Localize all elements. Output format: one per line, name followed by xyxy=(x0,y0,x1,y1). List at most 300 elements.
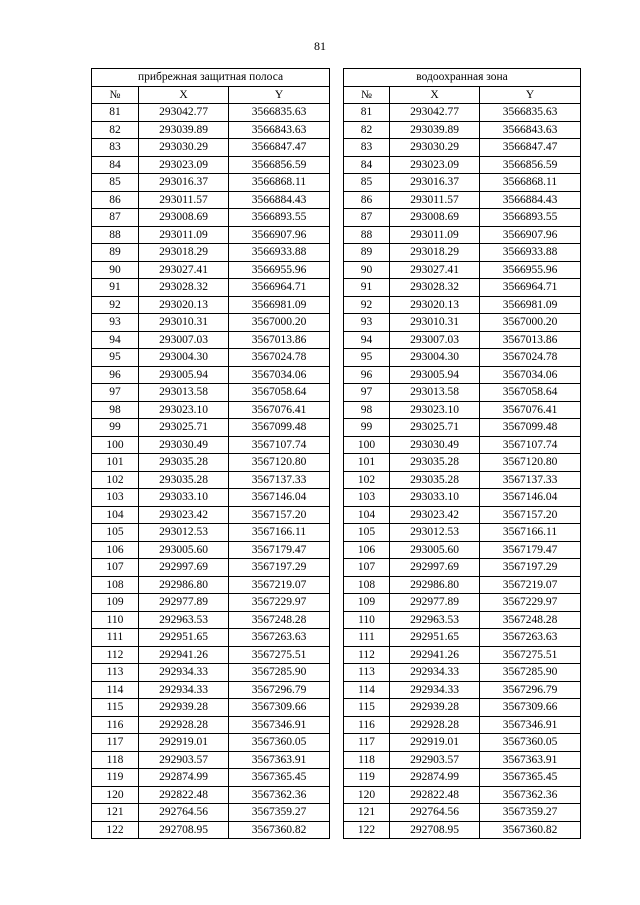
point-number-cell: 105 xyxy=(344,524,390,542)
table-row xyxy=(344,734,581,752)
table-row xyxy=(344,506,581,524)
y-coordinate-cell: 3567219.07 xyxy=(229,576,330,594)
x-coordinate-cell: 293011.57 xyxy=(390,191,480,209)
point-number-cell: 93 xyxy=(344,314,390,332)
table-title: прибрежная защитная полоса xyxy=(92,69,330,87)
table-row xyxy=(344,296,581,314)
table-row xyxy=(92,331,330,349)
point-number-cell: 92 xyxy=(344,296,390,314)
y-coordinate-cell: 3567120.80 xyxy=(480,454,581,472)
table-row xyxy=(92,664,330,682)
water-protection-zone-table xyxy=(343,68,581,839)
coastal-protective-strip-table xyxy=(91,68,330,839)
y-coordinate-cell: 3567360.82 xyxy=(480,821,581,839)
table-row xyxy=(344,279,581,297)
x-coordinate-cell: 292951.65 xyxy=(139,629,229,647)
point-number-cell: 109 xyxy=(344,594,390,612)
x-coordinate-cell: 292934.33 xyxy=(139,681,229,699)
x-coordinate-cell: 293004.30 xyxy=(139,349,229,367)
table-row xyxy=(92,699,330,717)
x-coordinate-cell: 293035.28 xyxy=(139,454,229,472)
table-row xyxy=(92,401,330,419)
x-coordinate-cell: 292928.28 xyxy=(390,716,480,734)
x-coordinate-cell: 292963.53 xyxy=(139,611,229,629)
x-coordinate-cell: 293018.29 xyxy=(390,244,480,262)
x-coordinate-cell: 293005.94 xyxy=(139,366,229,384)
table-row xyxy=(344,576,581,594)
y-coordinate-cell: 3567024.78 xyxy=(480,349,581,367)
point-number-cell: 89 xyxy=(344,244,390,262)
x-coordinate-cell: 293039.89 xyxy=(139,121,229,139)
x-coordinate-cell: 293013.58 xyxy=(390,384,480,402)
y-coordinate-cell: 3566843.63 xyxy=(229,121,330,139)
x-coordinate-cell: 293020.13 xyxy=(139,296,229,314)
point-number-cell: 95 xyxy=(92,349,139,367)
table-row xyxy=(344,559,581,577)
x-coordinate-cell: 292997.69 xyxy=(390,559,480,577)
table-row xyxy=(344,174,581,192)
x-coordinate-cell: 292874.99 xyxy=(139,769,229,787)
table-row xyxy=(344,261,581,279)
point-number-cell: 94 xyxy=(344,331,390,349)
table-row xyxy=(344,681,581,699)
x-coordinate-cell: 293023.10 xyxy=(390,401,480,419)
table-row xyxy=(92,384,330,402)
table-row xyxy=(344,524,581,542)
table-row xyxy=(92,489,330,507)
point-number-cell: 118 xyxy=(92,751,139,769)
y-coordinate-cell: 3567359.27 xyxy=(480,804,581,822)
y-coordinate-cell: 3567263.63 xyxy=(229,629,330,647)
y-coordinate-cell: 3566884.43 xyxy=(480,191,581,209)
table-row xyxy=(92,646,330,664)
y-coordinate-cell: 3567197.29 xyxy=(480,559,581,577)
x-coordinate-cell: 292822.48 xyxy=(139,786,229,804)
point-number-cell: 114 xyxy=(344,681,390,699)
point-number-cell: 103 xyxy=(92,489,139,507)
x-coordinate-cell: 293013.58 xyxy=(139,384,229,402)
point-number-cell: 105 xyxy=(92,524,139,542)
table-row xyxy=(344,716,581,734)
y-coordinate-cell: 3567275.51 xyxy=(229,646,330,664)
y-coordinate-cell: 3566847.47 xyxy=(229,139,330,157)
y-coordinate-cell: 3567359.27 xyxy=(229,804,330,822)
point-number-cell: 104 xyxy=(92,506,139,524)
x-coordinate-cell: 293023.42 xyxy=(390,506,480,524)
table-row xyxy=(92,804,330,822)
table-title-row xyxy=(92,69,330,87)
x-coordinate-cell: 292764.56 xyxy=(139,804,229,822)
table-row xyxy=(344,209,581,227)
y-coordinate-cell: 3567034.06 xyxy=(480,366,581,384)
table-row xyxy=(344,664,581,682)
table-row xyxy=(92,751,330,769)
y-coordinate-cell: 3567363.91 xyxy=(229,751,330,769)
point-number-cell: 81 xyxy=(92,104,139,122)
x-coordinate-cell: 293008.69 xyxy=(390,209,480,227)
point-number-cell: 87 xyxy=(92,209,139,227)
table-row xyxy=(344,244,581,262)
table-row xyxy=(344,121,581,139)
point-number-cell: 110 xyxy=(344,611,390,629)
table-body xyxy=(344,104,581,839)
point-number-cell: 106 xyxy=(344,541,390,559)
x-coordinate-cell: 293030.49 xyxy=(390,436,480,454)
table-row xyxy=(92,524,330,542)
y-coordinate-cell: 3566893.55 xyxy=(480,209,581,227)
table-row xyxy=(92,611,330,629)
y-coordinate-cell: 3567229.97 xyxy=(229,594,330,612)
table-title: водоохранная зона xyxy=(344,69,581,87)
x-coordinate-cell: 292708.95 xyxy=(390,821,480,839)
y-coordinate-cell: 3567263.63 xyxy=(480,629,581,647)
table-row xyxy=(92,559,330,577)
table-row xyxy=(92,174,330,192)
point-number-cell: 100 xyxy=(92,436,139,454)
table-row xyxy=(344,646,581,664)
table-row xyxy=(92,191,330,209)
table-row xyxy=(92,139,330,157)
y-coordinate-cell: 3567229.97 xyxy=(480,594,581,612)
table-row xyxy=(92,454,330,472)
point-number-cell: 118 xyxy=(344,751,390,769)
x-coordinate-cell: 293028.32 xyxy=(390,279,480,297)
table-row xyxy=(344,751,581,769)
table-row xyxy=(344,401,581,419)
y-coordinate-cell: 3567146.04 xyxy=(229,489,330,507)
table-row xyxy=(344,629,581,647)
x-coordinate-cell: 293023.09 xyxy=(390,156,480,174)
table-row xyxy=(344,314,581,332)
point-number-cell: 96 xyxy=(92,366,139,384)
point-number-cell: 120 xyxy=(92,786,139,804)
y-coordinate-cell: 3567346.91 xyxy=(229,716,330,734)
x-coordinate-cell: 292951.65 xyxy=(390,629,480,647)
y-coordinate-cell: 3566955.96 xyxy=(229,261,330,279)
column-header-y: Y xyxy=(229,86,330,104)
x-coordinate-cell: 293027.41 xyxy=(390,261,480,279)
point-number-cell: 91 xyxy=(344,279,390,297)
y-coordinate-cell: 3567309.66 xyxy=(229,699,330,717)
point-number-cell: 98 xyxy=(92,401,139,419)
table-row xyxy=(92,471,330,489)
y-coordinate-cell: 3566835.63 xyxy=(229,104,330,122)
y-coordinate-cell: 3567179.47 xyxy=(229,541,330,559)
x-coordinate-cell: 293005.60 xyxy=(390,541,480,559)
point-number-cell: 113 xyxy=(92,664,139,682)
x-coordinate-cell: 293008.69 xyxy=(139,209,229,227)
table-row xyxy=(344,436,581,454)
x-coordinate-cell: 293004.30 xyxy=(390,349,480,367)
point-number-cell: 88 xyxy=(92,226,139,244)
y-coordinate-cell: 3566856.59 xyxy=(480,156,581,174)
point-number-cell: 85 xyxy=(344,174,390,192)
point-number-cell: 86 xyxy=(92,191,139,209)
point-number-cell: 95 xyxy=(344,349,390,367)
point-number-cell: 101 xyxy=(92,454,139,472)
x-coordinate-cell: 292941.26 xyxy=(139,646,229,664)
point-number-cell: 89 xyxy=(92,244,139,262)
y-coordinate-cell: 3566868.11 xyxy=(480,174,581,192)
point-number-cell: 101 xyxy=(344,454,390,472)
table-row xyxy=(344,226,581,244)
table-row xyxy=(344,191,581,209)
point-number-cell: 90 xyxy=(92,261,139,279)
table-row xyxy=(92,734,330,752)
point-number-cell: 103 xyxy=(344,489,390,507)
x-coordinate-cell: 293039.89 xyxy=(390,121,480,139)
point-number-cell: 102 xyxy=(92,471,139,489)
y-coordinate-cell: 3567363.91 xyxy=(480,751,581,769)
y-coordinate-cell: 3567166.11 xyxy=(480,524,581,542)
table-row xyxy=(92,279,330,297)
point-number-cell: 112 xyxy=(344,646,390,664)
y-coordinate-cell: 3567179.47 xyxy=(480,541,581,559)
table-row xyxy=(344,384,581,402)
column-header-number: № xyxy=(92,86,139,104)
table-row xyxy=(344,489,581,507)
y-coordinate-cell: 3567248.28 xyxy=(480,611,581,629)
point-number-cell: 117 xyxy=(344,734,390,752)
point-number-cell: 122 xyxy=(92,821,139,839)
table-row xyxy=(344,366,581,384)
y-coordinate-cell: 3567362.36 xyxy=(480,786,581,804)
table-row xyxy=(92,436,330,454)
point-number-cell: 84 xyxy=(92,156,139,174)
table-row xyxy=(92,576,330,594)
x-coordinate-cell: 293016.37 xyxy=(139,174,229,192)
y-coordinate-cell: 3566981.09 xyxy=(229,296,330,314)
y-coordinate-cell: 3567137.33 xyxy=(480,471,581,489)
point-number-cell: 104 xyxy=(344,506,390,524)
y-coordinate-cell: 3566964.71 xyxy=(229,279,330,297)
y-coordinate-cell: 3566907.96 xyxy=(229,226,330,244)
y-coordinate-cell: 3567120.80 xyxy=(229,454,330,472)
table-row xyxy=(92,506,330,524)
x-coordinate-cell: 293023.09 xyxy=(139,156,229,174)
column-header-number: № xyxy=(344,86,390,104)
x-coordinate-cell: 292934.33 xyxy=(390,664,480,682)
table-row xyxy=(344,331,581,349)
point-number-cell: 92 xyxy=(92,296,139,314)
table-row xyxy=(344,471,581,489)
table-row xyxy=(344,419,581,437)
y-coordinate-cell: 3567000.20 xyxy=(229,314,330,332)
x-coordinate-cell: 292997.69 xyxy=(139,559,229,577)
y-coordinate-cell: 3567013.86 xyxy=(480,331,581,349)
x-coordinate-cell: 292928.28 xyxy=(139,716,229,734)
column-header-x: X xyxy=(390,86,480,104)
y-coordinate-cell: 3567360.05 xyxy=(480,734,581,752)
y-coordinate-cell: 3567296.79 xyxy=(229,681,330,699)
y-coordinate-cell: 3567034.06 xyxy=(229,366,330,384)
y-coordinate-cell: 3567166.11 xyxy=(229,524,330,542)
table-row xyxy=(92,244,330,262)
point-number-cell: 93 xyxy=(92,314,139,332)
table-row xyxy=(92,104,330,122)
y-coordinate-cell: 3567099.48 xyxy=(480,419,581,437)
y-coordinate-cell: 3566884.43 xyxy=(229,191,330,209)
point-number-cell: 90 xyxy=(344,261,390,279)
x-coordinate-cell: 292903.57 xyxy=(139,751,229,769)
table-row xyxy=(92,541,330,559)
point-number-cell: 107 xyxy=(92,559,139,577)
point-number-cell: 87 xyxy=(344,209,390,227)
x-coordinate-cell: 293005.94 xyxy=(390,366,480,384)
x-coordinate-cell: 292934.33 xyxy=(390,681,480,699)
table-row xyxy=(344,104,581,122)
y-coordinate-cell: 3567000.20 xyxy=(480,314,581,332)
table-row xyxy=(92,121,330,139)
y-coordinate-cell: 3567107.74 xyxy=(229,436,330,454)
x-coordinate-cell: 292977.89 xyxy=(139,594,229,612)
table-row xyxy=(92,821,330,839)
y-coordinate-cell: 3567248.28 xyxy=(229,611,330,629)
point-number-cell: 97 xyxy=(92,384,139,402)
x-coordinate-cell: 292986.80 xyxy=(390,576,480,594)
y-coordinate-cell: 3566856.59 xyxy=(229,156,330,174)
table-row xyxy=(92,419,330,437)
table-header-row xyxy=(344,86,581,104)
point-number-cell: 83 xyxy=(92,139,139,157)
y-coordinate-cell: 3566843.63 xyxy=(480,121,581,139)
x-coordinate-cell: 293023.42 xyxy=(139,506,229,524)
point-number-cell: 88 xyxy=(344,226,390,244)
table-row xyxy=(92,314,330,332)
y-coordinate-cell: 3566955.96 xyxy=(480,261,581,279)
point-number-cell: 84 xyxy=(344,156,390,174)
x-coordinate-cell: 292939.28 xyxy=(390,699,480,717)
y-coordinate-cell: 3567365.45 xyxy=(480,769,581,787)
x-coordinate-cell: 293012.53 xyxy=(390,524,480,542)
x-coordinate-cell: 293023.10 xyxy=(139,401,229,419)
y-coordinate-cell: 3567076.41 xyxy=(229,401,330,419)
point-number-cell: 117 xyxy=(92,734,139,752)
table-row xyxy=(92,681,330,699)
y-coordinate-cell: 3567058.64 xyxy=(229,384,330,402)
point-number-cell: 107 xyxy=(344,559,390,577)
table-row xyxy=(92,296,330,314)
x-coordinate-cell: 293030.29 xyxy=(139,139,229,157)
table-row xyxy=(92,716,330,734)
x-coordinate-cell: 293020.13 xyxy=(390,296,480,314)
table-row xyxy=(92,261,330,279)
point-number-cell: 113 xyxy=(344,664,390,682)
y-coordinate-cell: 3567099.48 xyxy=(229,419,330,437)
point-number-cell: 111 xyxy=(344,629,390,647)
x-coordinate-cell: 293028.32 xyxy=(139,279,229,297)
point-number-cell: 121 xyxy=(344,804,390,822)
x-coordinate-cell: 293025.71 xyxy=(390,419,480,437)
x-coordinate-cell: 292941.26 xyxy=(390,646,480,664)
point-number-cell: 116 xyxy=(344,716,390,734)
x-coordinate-cell: 292977.89 xyxy=(390,594,480,612)
y-coordinate-cell: 3567157.20 xyxy=(229,506,330,524)
point-number-cell: 99 xyxy=(344,419,390,437)
y-coordinate-cell: 3567360.05 xyxy=(229,734,330,752)
point-number-cell: 108 xyxy=(344,576,390,594)
column-header-x: X xyxy=(139,86,229,104)
point-number-cell: 111 xyxy=(92,629,139,647)
y-coordinate-cell: 3567157.20 xyxy=(480,506,581,524)
y-coordinate-cell: 3567275.51 xyxy=(480,646,581,664)
table-row xyxy=(92,594,330,612)
point-number-cell: 83 xyxy=(344,139,390,157)
point-number-cell: 108 xyxy=(92,576,139,594)
y-coordinate-cell: 3566847.47 xyxy=(480,139,581,157)
point-number-cell: 86 xyxy=(344,191,390,209)
x-coordinate-cell: 293016.37 xyxy=(390,174,480,192)
y-coordinate-cell: 3567219.07 xyxy=(480,576,581,594)
x-coordinate-cell: 292986.80 xyxy=(139,576,229,594)
y-coordinate-cell: 3567365.45 xyxy=(229,769,330,787)
table-row xyxy=(344,821,581,839)
x-coordinate-cell: 293025.71 xyxy=(139,419,229,437)
x-coordinate-cell: 292939.28 xyxy=(139,699,229,717)
y-coordinate-cell: 3566893.55 xyxy=(229,209,330,227)
y-coordinate-cell: 3566835.63 xyxy=(480,104,581,122)
table-row xyxy=(344,541,581,559)
point-number-cell: 122 xyxy=(344,821,390,839)
table-row xyxy=(344,786,581,804)
y-coordinate-cell: 3566933.88 xyxy=(480,244,581,262)
table-row xyxy=(92,769,330,787)
table-title-row xyxy=(344,69,581,87)
x-coordinate-cell: 292708.95 xyxy=(139,821,229,839)
table-row xyxy=(92,629,330,647)
x-coordinate-cell: 292963.53 xyxy=(390,611,480,629)
x-coordinate-cell: 293030.49 xyxy=(139,436,229,454)
x-coordinate-cell: 292934.33 xyxy=(139,664,229,682)
y-coordinate-cell: 3567296.79 xyxy=(480,681,581,699)
point-number-cell: 115 xyxy=(344,699,390,717)
x-coordinate-cell: 293007.03 xyxy=(139,331,229,349)
table-row xyxy=(92,349,330,367)
x-coordinate-cell: 292919.01 xyxy=(390,734,480,752)
x-coordinate-cell: 293035.28 xyxy=(390,454,480,472)
table-row xyxy=(344,156,581,174)
table-row xyxy=(92,156,330,174)
table-row xyxy=(344,594,581,612)
y-coordinate-cell: 3567309.66 xyxy=(480,699,581,717)
y-coordinate-cell: 3567107.74 xyxy=(480,436,581,454)
x-coordinate-cell: 293018.29 xyxy=(139,244,229,262)
table-row xyxy=(344,349,581,367)
x-coordinate-cell: 293042.77 xyxy=(139,104,229,122)
x-coordinate-cell: 293035.28 xyxy=(390,471,480,489)
y-coordinate-cell: 3567346.91 xyxy=(480,716,581,734)
x-coordinate-cell: 292764.56 xyxy=(390,804,480,822)
point-number-cell: 116 xyxy=(92,716,139,734)
table-header-row xyxy=(92,86,330,104)
y-coordinate-cell: 3567058.64 xyxy=(480,384,581,402)
point-number-cell: 119 xyxy=(344,769,390,787)
point-number-cell: 100 xyxy=(344,436,390,454)
point-number-cell: 112 xyxy=(92,646,139,664)
x-coordinate-cell: 293010.31 xyxy=(139,314,229,332)
y-coordinate-cell: 3567362.36 xyxy=(229,786,330,804)
x-coordinate-cell: 292919.01 xyxy=(139,734,229,752)
point-number-cell: 115 xyxy=(92,699,139,717)
x-coordinate-cell: 293033.10 xyxy=(390,489,480,507)
x-coordinate-cell: 293027.41 xyxy=(139,261,229,279)
point-number-cell: 98 xyxy=(344,401,390,419)
y-coordinate-cell: 3566868.11 xyxy=(229,174,330,192)
point-number-cell: 91 xyxy=(92,279,139,297)
y-coordinate-cell: 3566964.71 xyxy=(480,279,581,297)
point-number-cell: 106 xyxy=(92,541,139,559)
point-number-cell: 120 xyxy=(344,786,390,804)
